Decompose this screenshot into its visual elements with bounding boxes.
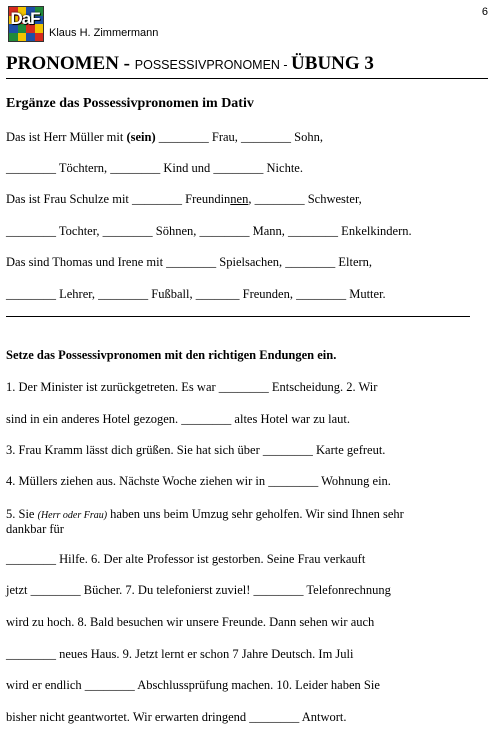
exercise2-line: jetzt ________ Bücher. 7. Du telefonierst zuviel! ________ Telefonrechnung: [6, 583, 391, 597]
logo-tile: [26, 33, 35, 42]
exercise1-line: [6, 287, 386, 302]
line-text: Das sind Thomas und Irene mit ________ Spielsachen, ________ Eltern,: [6, 255, 373, 269]
line-text: ________ Tochter, ________ Söhnen, ________ Mann, ________ Enkelkindern.: [6, 224, 412, 238]
exercise2-line: 1. Der Minister ist zurückgetreten. Es war ________ Entscheidung. 2. Wir: [6, 380, 378, 394]
section-divider: [6, 316, 470, 317]
exercise1-line: [6, 130, 323, 145]
title-part-1: PRONOMEN -: [6, 53, 135, 74]
exercise2-line: 4. Müllers ziehen aus. Nächste Woche ziehen wir in ________ Wohnung ein.: [6, 474, 391, 488]
title-part-3: ÜBUNG 3: [291, 53, 374, 74]
title-part-2: POSSESSIVPRONOMEN -: [134, 58, 292, 72]
line-text: Das ist Herr Müller mit: [6, 130, 127, 144]
logo-tile: [35, 33, 44, 42]
exercise1-line: [6, 255, 372, 270]
exercise1-line: [6, 224, 412, 239]
logo-tile: [18, 33, 27, 42]
line-text: ________ Töchtern, ________ Kind und ________ Nichte.: [6, 161, 303, 175]
exercise2-line: wird er endlich ________ Abschlussprüfung machen. 10. Leider haben Sie: [6, 678, 380, 692]
exercise1-line: [6, 161, 303, 176]
exercise2-line: sind in ein anderes Hotel gezogen. ________ altes Hotel war zu laut.: [6, 412, 351, 426]
section1-heading: Ergänze das Possessivpronomen im Dativ: [6, 96, 254, 111]
line-text: 5. Sie: [6, 507, 38, 521]
underlined-ending: nen: [230, 192, 249, 206]
exercise2-line: wird zu hoch. 8. Bald besuchen wir unsere Freunde. Dann sehen wir auch: [6, 615, 375, 629]
exercise1-line: [6, 192, 362, 207]
exercise2-line: dankbar für: [6, 522, 64, 536]
author-name: Klaus H. Zimmermann: [49, 27, 159, 39]
section2-heading: Setze das Possessivpronomen mit den richtigen Endungen ein.: [6, 348, 337, 362]
line-text: , ________ Schwester,: [248, 192, 362, 206]
exercise2-line: bisher nicht geantwortet. Wir erwarten dringend ________ Antwort.: [6, 710, 347, 724]
worksheet-title: [6, 53, 488, 75]
line-text: Das ist Frau Schulze mit ________ Freundin: [6, 192, 231, 206]
exercise2-line: 3. Frau Kramm lässt dich grüßen. Sie hat sich über ________ Karte gefreut.: [6, 443, 386, 457]
line-text: ________ Frau, ________ Sohn,: [155, 130, 324, 144]
line-text: ________ Lehrer, ________ Fußball, _______ Freunden, ________ Mutter.: [6, 287, 386, 301]
hint-herr-oder-frau: (Herr oder Frau): [37, 510, 108, 521]
line-text: haben uns beim Umzug sehr geholfen. Wir sind Ihnen sehr: [107, 507, 404, 521]
title-divider: [6, 78, 488, 79]
exercise2-line: ________ neues Haus. 9. Jetzt lernt er schon 7 Jahre Deutsch. Im Juli: [6, 647, 354, 661]
exercise2-line: ________ Hilfe. 6. Der alte Professor ist gestorben. Seine Frau verkauft: [6, 552, 366, 566]
hint-sein: (sein): [126, 130, 156, 144]
logo-text: DaF: [10, 9, 40, 28]
logo-tile: [9, 33, 18, 42]
exercise2-line: [6, 507, 404, 522]
page-number: 6: [481, 6, 488, 18]
